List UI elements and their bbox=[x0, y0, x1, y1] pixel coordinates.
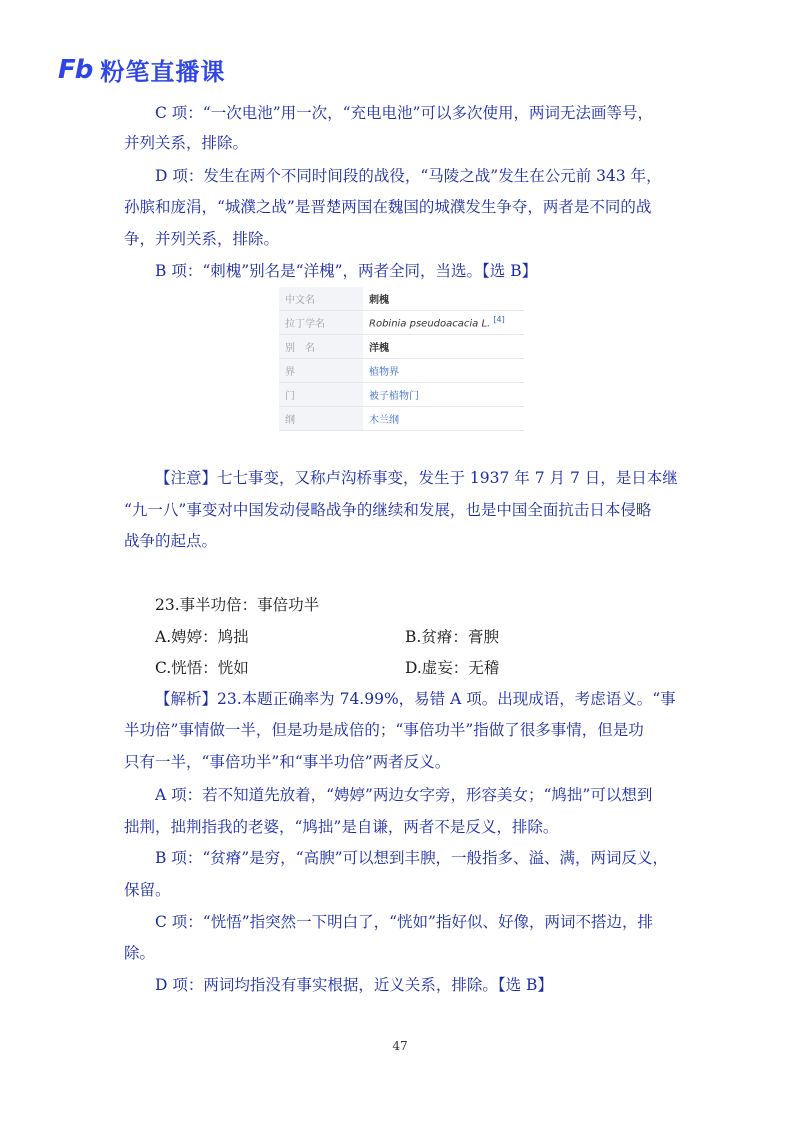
infobox-row bbox=[279, 287, 524, 311]
question-title: 23.事半功倍：事倍功半 bbox=[155, 596, 320, 614]
infobox-key: 中文名 bbox=[279, 287, 363, 311]
infobox-key: 门 bbox=[279, 383, 363, 407]
option-c: C.恍悟：恍如 bbox=[155, 659, 249, 677]
infobox-table bbox=[279, 287, 524, 431]
paragraph: C 项：“一次电池”用一次，“充电电池”可以多次使用，两词无法画等号， bbox=[155, 104, 653, 122]
paragraph: D 项：发生在两个不同时间段的战役，“马陵之战”发生在公元前 343 年， bbox=[155, 167, 662, 185]
option-b: B.贫瘠：膏腴 bbox=[405, 628, 499, 646]
analysis-paragraph: A 项：若不知道先放着，“娉婷”两边女字旁，形容美女；“鸠拙”可以想到 bbox=[155, 786, 653, 804]
option-a: A.娉婷：鸠拙 bbox=[155, 628, 249, 646]
paragraph: 孙膑和庞涓，“城濮之战”是晋楚两国在魏国的城濮发生争夺，两者是不同的战 bbox=[124, 198, 652, 216]
infobox-key: 纲 bbox=[279, 407, 363, 431]
logo-mark-icon: Fb bbox=[58, 54, 93, 85]
latin-name: Robinia pseudoacacia L. bbox=[369, 318, 491, 330]
note-paragraph: 战争的起点。 bbox=[124, 532, 218, 550]
infobox-row bbox=[279, 407, 524, 431]
analysis-paragraph: C 项：“恍悟”指突然一下明白了，“恍如”指好似、好像，两词不搭边，排 bbox=[155, 913, 653, 931]
paragraph: B 项：“刺槐”别名是“洋槐”，两者全同，当选。【选 B】 bbox=[155, 262, 538, 280]
page-number: 47 bbox=[392, 1039, 408, 1053]
analysis-paragraph: 拙荆，拙荆指我的老婆，“鸠拙”是自谦，两者不是反义，排除。 bbox=[124, 818, 559, 836]
analysis-paragraph: B 项：“贫瘠”是穷，“高腴”可以想到丰腴，一般指多、溢、满，两词反义， bbox=[155, 849, 669, 867]
infobox-link[interactable]: 木兰纲 bbox=[363, 407, 524, 431]
infobox-value: 刺槐 bbox=[363, 287, 524, 311]
paragraph: 争，并列关系，排除。 bbox=[124, 230, 280, 248]
logo-text: 粉笔直播课 bbox=[100, 58, 226, 86]
paragraph: 并列关系，排除。 bbox=[124, 134, 249, 152]
infobox-row bbox=[279, 359, 524, 383]
infobox-link[interactable]: 被子植物门 bbox=[363, 383, 524, 407]
infobox-row bbox=[279, 383, 524, 407]
note-paragraph: 【注意】七七事变，又称卢沟桥事变，发生于 1937 年 7 月 7 日，是日本继 bbox=[155, 469, 678, 487]
infobox-key: 别 名 bbox=[279, 335, 363, 359]
infobox-key: 拉丁学名 bbox=[279, 311, 363, 335]
analysis-paragraph: 半功倍”事情做一半，但是功是成倍的；“事倍功半”指做了很多事情，但是功 bbox=[124, 721, 644, 739]
analysis-paragraph: 【解析】23.本题正确率为 74.99%，易错 A 项。出现成语，考虑语义。“事 bbox=[155, 690, 676, 708]
infobox-key: 界 bbox=[279, 359, 363, 383]
infobox-row bbox=[279, 335, 524, 359]
infobox-value bbox=[363, 311, 524, 335]
analysis-paragraph: 只有一半，“事倍功半”和“事半功倍”两者反义。 bbox=[124, 753, 451, 771]
note-paragraph: “九一八”事变对中国发动侵略战争的继续和发展，也是中国全面抗击日本侵略 bbox=[124, 501, 652, 519]
infobox-link[interactable]: 植物界 bbox=[363, 359, 524, 383]
option-d: D.虚妄：无稽 bbox=[405, 659, 500, 677]
brand-logo bbox=[58, 52, 225, 87]
analysis-paragraph: 除。 bbox=[124, 944, 156, 962]
infobox-row bbox=[279, 311, 524, 335]
analysis-paragraph: D 项：两词均指没有事实根据，近义关系，排除。【选 B】 bbox=[155, 976, 553, 994]
reference-link[interactable]: [4] bbox=[493, 315, 505, 325]
analysis-paragraph: 保留。 bbox=[124, 881, 171, 899]
infobox-value: 洋槐 bbox=[363, 335, 524, 359]
